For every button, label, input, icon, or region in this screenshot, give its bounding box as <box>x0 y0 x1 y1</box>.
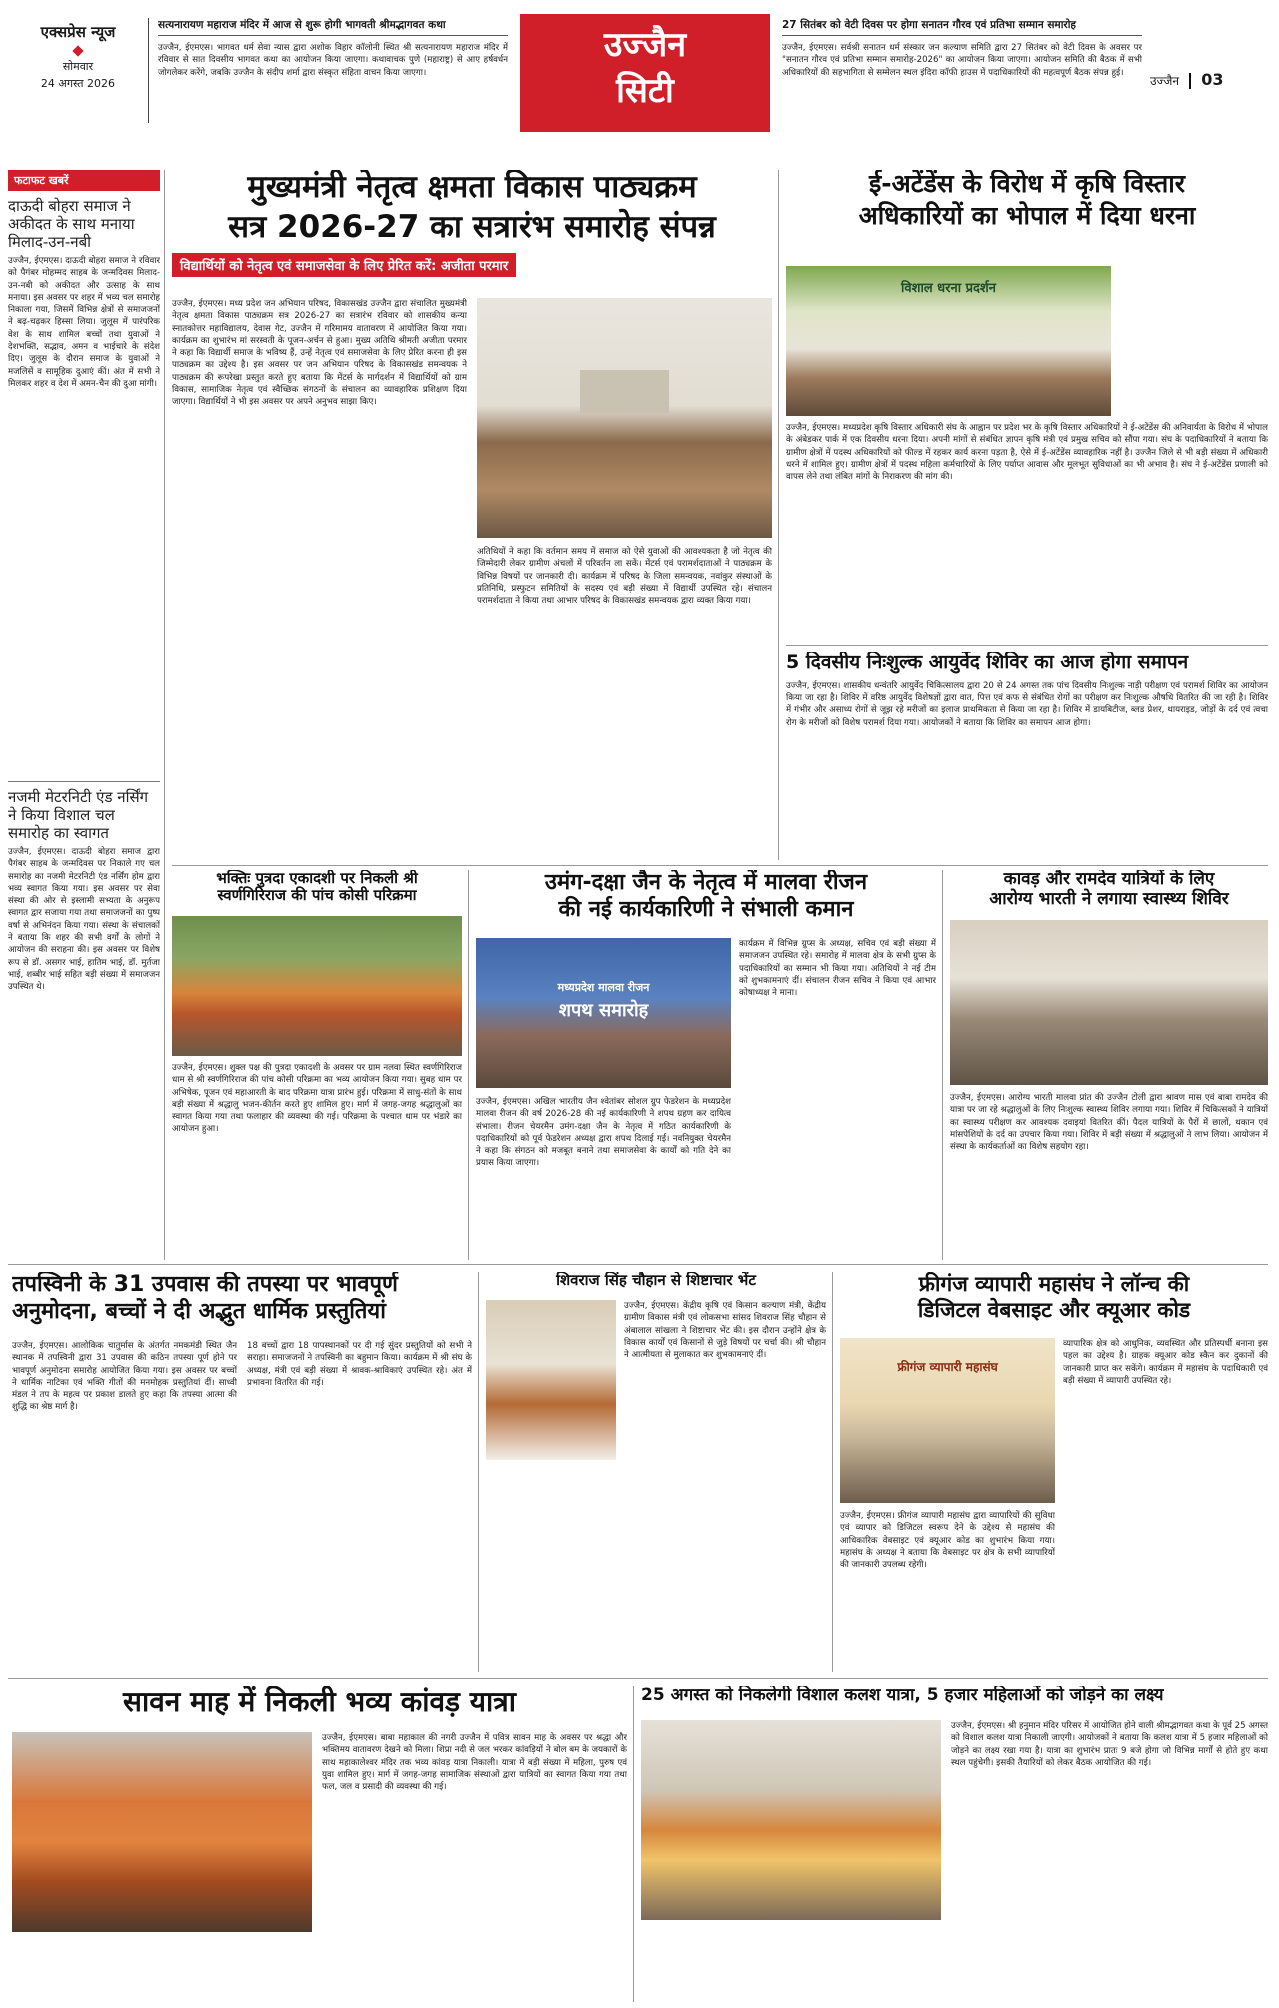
shivraj-photo <box>486 1300 616 1460</box>
lead-headline-line1: मुख्यमंत्री नेतृत्व क्षमता विकास पाठ्यक्रम <box>247 170 697 205</box>
malwa-headline-line1: उमंग-दक्षा जैन के नेतृत्व में मालवा रीजन <box>544 870 868 895</box>
sidebar-story-1-body: उज्जैन, ईएमएस। दाऊदी बोहरा समाज ने रविवार को पैगंबर मोहम्मद साहब के जन्मदिवस मिलाद-उन-नबी को अकीदत और उत्साह के साथ मनाया। इस अवसर पर शहर में भव्य चल समारोह निकाला गया, जिसमें विभिन्न क्षेत्रों से समाजजनों ने बढ़-चढ़कर हिस्सा लिया। जुलूस में पारंपरिक वेश के साथ शामिल बच्चों तथा युवाओं ने देशभक्ति, सद्भाव, अमन व भाईचारे के संदेश दिए। जुलूस के दौरान समाज के युवाओं ने मजलिसें व सामूहिक दुआएं कीं। अंत में सभी ने मिलकर शहर व देश में अमन-चैन की दुआ मांगी। <box>8 256 160 389</box>
top-story-left-title: सत्यनारायण महाराज मंदिर में आज से शुरू होगी भागवती श्रीमद्भागवत कथा <box>158 18 508 36</box>
lead-photo-classroom <box>477 298 772 538</box>
kalash-headline: 25 अगस्त को निकलेगी विशाल कलश यात्रा, 5 हजार महिलाओं को जोड़ने का लक्ष्य <box>641 1686 1164 1705</box>
sidebar-story-2-body: उज्जैन, ईएमएस। दाऊदी बोहरा समाज द्वारा पैगंबर साहब के जन्मदिवस पर निकाले गए चल समारोह का नजमी मेटरनिटी एंड नर्सिंग होम द्वारा भव्य स्वागत किया गया। इस अवसर पर सेवा संस्था की ओर से इस्लामी सभ्यता के अनुरूप स्वागत द्वार सजाया गया तथा समाजजनों का पुष्प वर्षा से अभिनंदन किया गया। संस्था के संचालकों ने बताया कि शहर की सभी वर्गों के लोगों ने आयोजन की सराहना की। इस अवसर पर विशेष रूप से डॉ. असगर भाई, हातिम भाई, डॉ. मुर्तजा भाई, शब्बीर भाई सहित बड़ी संख्या में समाजजन उपस्थित थे। <box>8 847 160 993</box>
top-story-left <box>158 18 508 126</box>
lead-body-col1: उज्जैन, ईएमएस। मध्य प्रदेश जन अभियान परिषद, विकासखंड उज्जैन द्वारा संचालित मुख्यमंत्री नेतृत्व क्षमता विकास पाठ्यक्रम सत्र 2026-27 का सत्रारंभ रविवार को शासकीय कन्या स्नातकोत्तर महाविद्यालय, देवास गेट, उज्जैन में गरिमामय वातावरण में आयोजित किया गया। कार्यक्रम का शुभारंभ मां सरस्वती के पूजन-अर्चन से हुआ। मुख्य अतिथि श्रीमती अजीता परमार ने कहा कि विद्यार्थी समाज के भविष्य हैं, उन्हें नेतृत्व एवं समाजसेवा के लिए प्रेरित करना ही इस पाठ्यक्रम का उद्देश्य है। इस अवसर पर जन अभियान परिषद के विकासखंड समन्वयक ने पाठ्यक्रम की रूपरेखा प्रस्तुत करते हुए बताया कि मेंटर्स के मार्गदर्शन में विद्यार्थियों को ग्राम विकास, सामाजिक नेतृत्व एवं स्वैच्छिक संगठनों के संचालन का व्यावहारिक प्रशिक्षण दिया जाएगा। विद्यार्थियों ने भी इस अवसर पर अपने अनुभव साझा किए। <box>172 299 467 408</box>
top-story-left-body: उज्जैन, ईएमएस। भागवत धर्म सेवा न्यास द्वारा अशोक विहार कॉलोनी स्थित श्री सत्यनारायण महाराज मंदिर में रविवार से सात दिवसीय भागवत कथा का आयोजन किया जाएगा। कथावाचक पुणे (महाराष्ट्र) से आए हर्षवर्धन जोगलेकर करेंगे, जबकि उज्जैन के संदीप शर्मा द्वारा संस्कृत संहिता वाचन किया जाएगा। <box>158 43 508 78</box>
brand-name: एक्सप्रेस न्यूज <box>40 23 116 41</box>
protest-headline-line1: ई-अटेंडेंस के विरोध में कृषि विस्तार <box>869 170 1185 198</box>
tapasvini-headline-line1: तपस्विनी के 31 उपवास की तपस्या पर भावपूर्ण <box>12 1272 398 1297</box>
tapasvini-body-col1: उज्जैन, ईएमएस। आलोकिक चातुर्मास के अंतर्गत नमकमंडी स्थित जैन स्थानक में तपस्विनी द्वारा 31 उपवास की कठिन तपस्या पूर्ण होने पर भावपूर्ण अनुमोदना समारोह आयोजित किया गया। इस अवसर पर बच्चों ने धार्मिक नाटिका एवं भक्ति गीतों की मनमोहक प्रस्तुतियां दीं। साध्वी मंडल ने तप के महत्व पर प्रकाश डालते हुए कहा कि तपस्या आत्मा की शुद्धि का श्रेष्ठ मार्ग है। <box>12 1341 237 1413</box>
parikrama-headline-line1: भक्तिः पुत्रदा एकादशी पर निकली श्री <box>216 870 418 887</box>
fridge-headline-line2: डिजिटल वेबसाइट और क्यूआर कोड <box>917 1298 1191 1323</box>
protest-body: उज्जैन, ईएमएस। मध्यप्रदेश कृषि विस्तार अधिकारी संघ के आह्वान पर प्रदेश भर के कृषि विस्तार अधिकारियों ने ई-अटेंडेंस की अनिवार्यता के विरोध में भोपाल के अंबेडकर पार्क में एक दिवसीय धरना दिया। अपनी मांगों से संबंधित ज्ञापन कृषि मंत्री एवं प्रमुख सचिव को सौंपा गया। संघ के पदाधिकारियों ने बताया कि ग्रामीण क्षेत्रों में पदस्थ अधिकारियों को फील्ड में रहकर कार्य करना पड़ता है, ऐसे में ई-अटेंडेंस व्यावहारिक नहीं है। उज्जैन जिले से भी बड़ी संख्या में अधिकारी धरने में शामिल हुए। ग्रामीण क्षेत्रों में पदस्थ महिला कर्मचारियों के लिए पर्याप्त आवास और मूलभूत सुविधाओं का भी अभाव है। संघ ने ई-अटेंडेंस प्रणाली को वापस लेने तथा लंबित मांगों के निराकरण की मांग की। <box>786 423 1268 483</box>
shivraj-body: उज्जैन, ईएमएस। केंद्रीय कृषि एवं किसान कल्याण मंत्री, केंद्रीय ग्रामीण विकास मंत्री एवं लोकसभा सांसद शिवराज सिंह चौहान से अंबालाल सांखला ने शिष्टाचार भेंट की। इस दौरान उन्होंने क्षेत्र के विकास कार्यों एवं किसानों से जुड़े विषयों पर चर्चा की। श्री चौहान ने आत्मीयता से मुलाकात कर शुभकामनाएं दीं। <box>624 1301 826 1361</box>
protest-headline-line2: अधिकारियों का भोपाल में दिया धरना <box>858 200 1196 230</box>
lead-story <box>172 170 772 860</box>
arogya-body: उज्जैन, ईएमएस। आरोग्य भारती मालवा प्रांत की उज्जैन टोली द्वारा श्रावण मास एवं बाबा रामदेव की यात्रा पर जा रहे श्रद्धालुओं के लिए निःशुल्क स्वास्थ्य शिविर लगाया गया। शिविर में चिकित्सकों ने यात्रियों का स्वास्थ्य परीक्षण कर आवश्यक दवाइयां वितरित कीं। पैदल यात्रियों के पैरों में छालों, थकान एवं मांसपेशियों के दर्द का उपचार किया गया। शिविर में बड़ी संख्या में श्रद्धालुओं ने लाभ लिया। आयोजन में संस्था के कार्यकर्ताओं का विशेष सहयोग रहा। <box>950 1093 1268 1153</box>
fridge-headline-line1: फ्रीगंज व्यापारी महासंघ ने लॉन्च की <box>918 1272 1190 1296</box>
malwa-stage-line1: मध्यप्रदेश मालवा रीजन <box>557 981 650 994</box>
sidebar-label: फटाफट खबरें <box>8 170 160 191</box>
tapasvini-headline-line2: अनुमोदना, बच्चों ने दी अद्भुत धार्मिक प्रस्तुतियां <box>12 1299 386 1325</box>
malwa-body-col2: कार्यक्रम में विभिन्न ग्रुप्स के अध्यक्ष, सचिव एवं बड़ी संख्या में समाजजन उपस्थित रहे। समारोह में मालवा क्षेत्र के सभी ग्रुप्स के पदाधिकारियों का सम्मान भी किया गया। अतिथियों ने नई टीम को शुभकामनाएं दीं। संचालन रीजन सचिव ने किया एवं आभार कोषाध्यक्ष ने माना। <box>739 939 936 999</box>
parikrama-headline-line2: स्वर्णगिरिराज की पांच कोसी परिक्रमा <box>217 886 417 905</box>
malwa-headline-line2: की नई कार्यकारिणी ने संभाली कमान <box>558 897 854 923</box>
kanwar-headline: सावन माह में निकली भव्य कांवड़ यात्रा <box>123 1686 516 1718</box>
shivraj-story <box>486 1272 826 1672</box>
section-title-block <box>520 14 770 132</box>
kanwar-photo <box>12 1732 312 1932</box>
arogya-headline-line2: आरोग्य भारती ने लगाया स्वास्थ्य शिविर <box>989 888 1229 909</box>
top-story-right <box>782 18 1142 126</box>
kalash-photo <box>641 1720 941 1920</box>
parikrama-photo <box>172 916 462 1056</box>
brand-diamond-icon <box>72 45 83 56</box>
protest-story <box>786 170 1268 640</box>
page-label: उज्जैन <box>1150 74 1180 88</box>
protest-banner: विशाल धरना प्रदर्शन <box>901 281 996 296</box>
arogya-story <box>950 870 1268 1260</box>
top-story-right-title: 27 सितंबर को वेटी दिवस पर होगा सनातन गौरव एवं प्रतिभा सम्मान समारोह <box>782 18 1142 36</box>
protest-photo <box>786 266 1111 416</box>
masthead <box>0 0 1279 132</box>
section-title-line1: उज्जैन <box>603 25 687 65</box>
fridge-body-col2: व्यापारिक क्षेत्र को आधुनिक, व्यवस्थित और प्रतिस्पर्धी बनाना इस पहल का उद्देश्य है। ग्राहक क्यूआर कोड स्कैन कर दुकानों की जानकारी प्राप्त कर सकेंगे। कार्यक्रम में महासंघ के पदाधिकारी एवं बड़ी संख्या में व्यापारी उपस्थित रहे। <box>1063 1339 1268 1386</box>
kalash-body: उज्जैन, ईएमएस। श्री हनुमान मंदिर परिसर में आयोजित होने वाली श्रीमद्भागवत कथा के पूर्व 25 अगस्त को विशाल कलश यात्रा निकाली जाएगी। आयोजकों ने बताया कि कलश यात्रा में 5 हजार महिलाओं को जोड़ने का लक्ष्य रखा गया है। यात्रा का शुभारंभ प्रातः 9 बजे होगा जो विभिन्न मार्गों से होते हुए कथा स्थल पहुंचेगी। इसकी तैयारियों को लेकर बैठक आयोजित की गई। <box>951 1721 1268 1768</box>
arogya-headline-line1: कावड़ और रामदेव यात्रियों के लिए <box>1003 870 1215 889</box>
malwa-story <box>476 870 936 1260</box>
kanwar-body: उज्जैन, ईएमएस। बाबा महाकाल की नगरी उज्जैन में पवित्र सावन माह के अवसर पर श्रद्धा और भक्तिमय वातावरण देखने को मिला। शिप्रा नदी से जल भरकर कांवड़ियों ने बोल बम के जयकारों के साथ महाकालेश्वर मंदिर तक भव्य कांवड़ यात्रा निकाली। यात्रा में बड़ी संख्या में महिला, पुरुष एवं युवा शामिल हुए। मार्ग में जगह-जगह सामाजिक संस्थाओं द्वारा यात्रियों का स्वागत किया गया तथा फल, जल व प्रसादी की व्यवस्था की गई। <box>322 1733 627 1793</box>
page-number-block <box>1150 70 1270 94</box>
fridge-photo <box>840 1338 1055 1503</box>
sidebar-story-1-title: दाऊदी बोहरा समाज ने अकीदत के साथ मनाया मिलाद-उन-नबी <box>8 197 135 251</box>
ayurved-headline: 5 दिवसीय निःशुल्क आयुर्वेद शिविर का आज होगा समापन <box>786 652 1189 673</box>
issue-date: 24 अगस्त 2026 <box>40 77 116 90</box>
sidebar <box>8 170 160 1260</box>
tapasvini-body-col2: 18 बच्चों द्वारा 18 पापस्थानकों पर दी गई सुंदर प्रस्तुतियों को सभी ने सराहा। समाजजनों ने तपस्विनी का बहुमान किया। कार्यक्रम में श्री संघ के अध्यक्ष, मंत्री एवं बड़ी संख्या में श्रावक-श्राविकाएं उपस्थित रहे। अंत में प्रभावना वितरित की गई। <box>247 1341 472 1388</box>
malwa-body-col1: उज्जैन, ईएमएस। अखिल भारतीय जैन श्वेतांबर सोशल ग्रुप फेडरेशन के मध्यप्रदेश मालवा रीजन की वर्ष 2026-28 की नई कार्यकारिणी ने शपथ ग्रहण कर दायित्व संभाला। रीजन चेयरमैन उमंग-दक्षा जैन के नेतृत्व में गठित कार्यकारिणी के पदाधिकारियों को पूर्व फेडरेशन अध्यक्ष द्वारा शपथ दिलाई गई। नवनियुक्त चेयरमैन ने कहा कि संगठन को मजबूत बनाने तथा समाजसेवा के कार्यों को गति देने का प्रयास किया जाएगा। <box>476 1097 731 1169</box>
ayurved-story <box>786 652 1268 860</box>
section-title-line2: सिटी <box>616 71 674 111</box>
sidebar-story-2-title: नजमी मेटरनिटी एंड नर्सिंग ने किया विशाल चल समारोह का स्वागत <box>8 788 149 842</box>
lead-headline-line2: सत्र 2026-27 का सत्रारंभ समारोह संपन्न <box>228 208 716 245</box>
malwa-stage-line2: शपथ समारोह <box>558 1000 649 1021</box>
arogya-photo <box>950 920 1268 1085</box>
lead-body-col2: अतिथियों ने कहा कि वर्तमान समय में समाज को ऐसे युवाओं की आवश्यकता है जो नेतृत्व की जिम्मेदारी लेकर ग्रामीण अंचलों में परिवर्तन ला सकें। मेंटर्स एवं परामर्शदाताओं ने पाठ्यक्रम के विभिन्न विषयों पर जानकारी दी। कार्यक्रम में परिषद के जिला समन्वयक, नवांकुर संस्थाओं के प्रतिनिधि, प्रस्फुटन समितियों के सदस्य एवं बड़ी संख्या में विद्यार्थी उपस्थित रहे। संचालन परामर्शदाता ने किया तथा आभार परिषद के विकासखंड समन्वयक द्वारा व्यक्त किया गया। <box>477 547 772 607</box>
kanwar-story <box>12 1686 627 2002</box>
fridge-body-col1: उज्जैन, ईएमएस। फ्रीगंज व्यापारी महासंघ द्वारा व्यापारियों की सुविधा एवं व्यापार को डिजिटल स्वरूप देने के उद्देश्य से महासंघ की आधिकारिक वेबसाइट एवं क्यूआर कोड का शुभारंभ किया गया। महासंघ के अध्यक्ष ने बताया कि वेबसाइट पर क्षेत्र के सभी व्यापारियों की जानकारी उपलब्ध रहेगी। <box>840 1511 1055 1571</box>
parikrama-story <box>172 870 462 1260</box>
malwa-photo-stage <box>476 938 731 1088</box>
kalash-story <box>641 1686 1268 2002</box>
lead-subhead: विद्यार्थियों को नेतृत्व एवं समाजसेवा के लिए प्रेरित करें: अजीता परमार <box>172 253 516 277</box>
brand-block <box>18 22 138 117</box>
parikrama-body: उज्जैन, ईएमएस। शुक्ल पक्ष की पुत्रदा एकादशी के अवसर पर ग्राम नलवा स्थित स्वर्णगिरिराज धाम से श्री स्वर्णगिरिराज की पांच कोसी परिक्रमा का भव्य आयोजन किया गया। सुबह धाम पर अभिषेक, पूजन एवं महाआरती के बाद परिक्रमा यात्रा प्रारंभ हुई। परिक्रमा में साधु-संतों के साथ बड़ी संख्या में श्रद्धालु भजन-कीर्तन करते हुए शामिल हुए। मार्ग में जगह-जगह श्रद्धालुओं का स्वागत किया गया तथा फलाहार की व्यवस्था की गई। परिक्रमा के पश्चात धाम पर भंडारे का आयोजन हुआ। <box>172 1063 462 1135</box>
ayurved-body: उज्जैन, ईएमएस। शासकीय धन्वंतरि आयुर्वेद चिकित्सालय द्वारा 20 से 24 अगस्त तक पांच दिवसीय निःशुल्क नाड़ी परीक्षण एवं परामर्श शिविर का आयोजन किया जा रहा है। शिविर में वरिष्ठ आयुर्वेद विशेषज्ञों द्वारा वात, पित्त एवं कफ से संबंधित रोगों का परीक्षण कर निःशुल्क औषधि वितरित की जा रही है। शिविर में गंभीर और असाध्य रोगों से जूझ रहे मरीजों का इलाज प्राथमिकता से किया जा रहा है। शिविर में डायबिटीज, ब्लड प्रेशर, थायराइड, जोड़ों के दर्द एवं त्वचा रोग के मरीजों को विशेष परामर्श दिया गया। आयोजकों ने बताया कि शिविर का समापन आज होगा। <box>786 680 1268 728</box>
top-story-right-body: उज्जैन, ईएमएस। सर्वश्री सनातन धर्म संस्कार जन कल्याण समिति द्वारा 27 सितंबर को वेटी दिवस के अवसर पर "सनातन गौरव एवं प्रतिभा सम्मान समारोह-2026" का आयोजन किया जाएगा। आयोजन समिति की बैठक में सभी अधिकारियों की सहभागिता से सम्मेलन स्थल इंदिरा कॉफी हाउस में पदाधिकारियों की महत्वपूर्ण बैठक संपन्न हुई। <box>782 43 1142 78</box>
fridge-story <box>840 1272 1268 1672</box>
fridge-banner: फ्रीगंज व्यापारी महासंघ <box>897 1359 998 1374</box>
issue-day: सोमवार <box>62 60 94 73</box>
tapasvini-story <box>12 1272 472 1672</box>
shivraj-headline: शिवराज सिंह चौहान से शिष्टाचार भेंट <box>556 1272 756 1289</box>
page-number: 03 <box>1201 70 1224 89</box>
